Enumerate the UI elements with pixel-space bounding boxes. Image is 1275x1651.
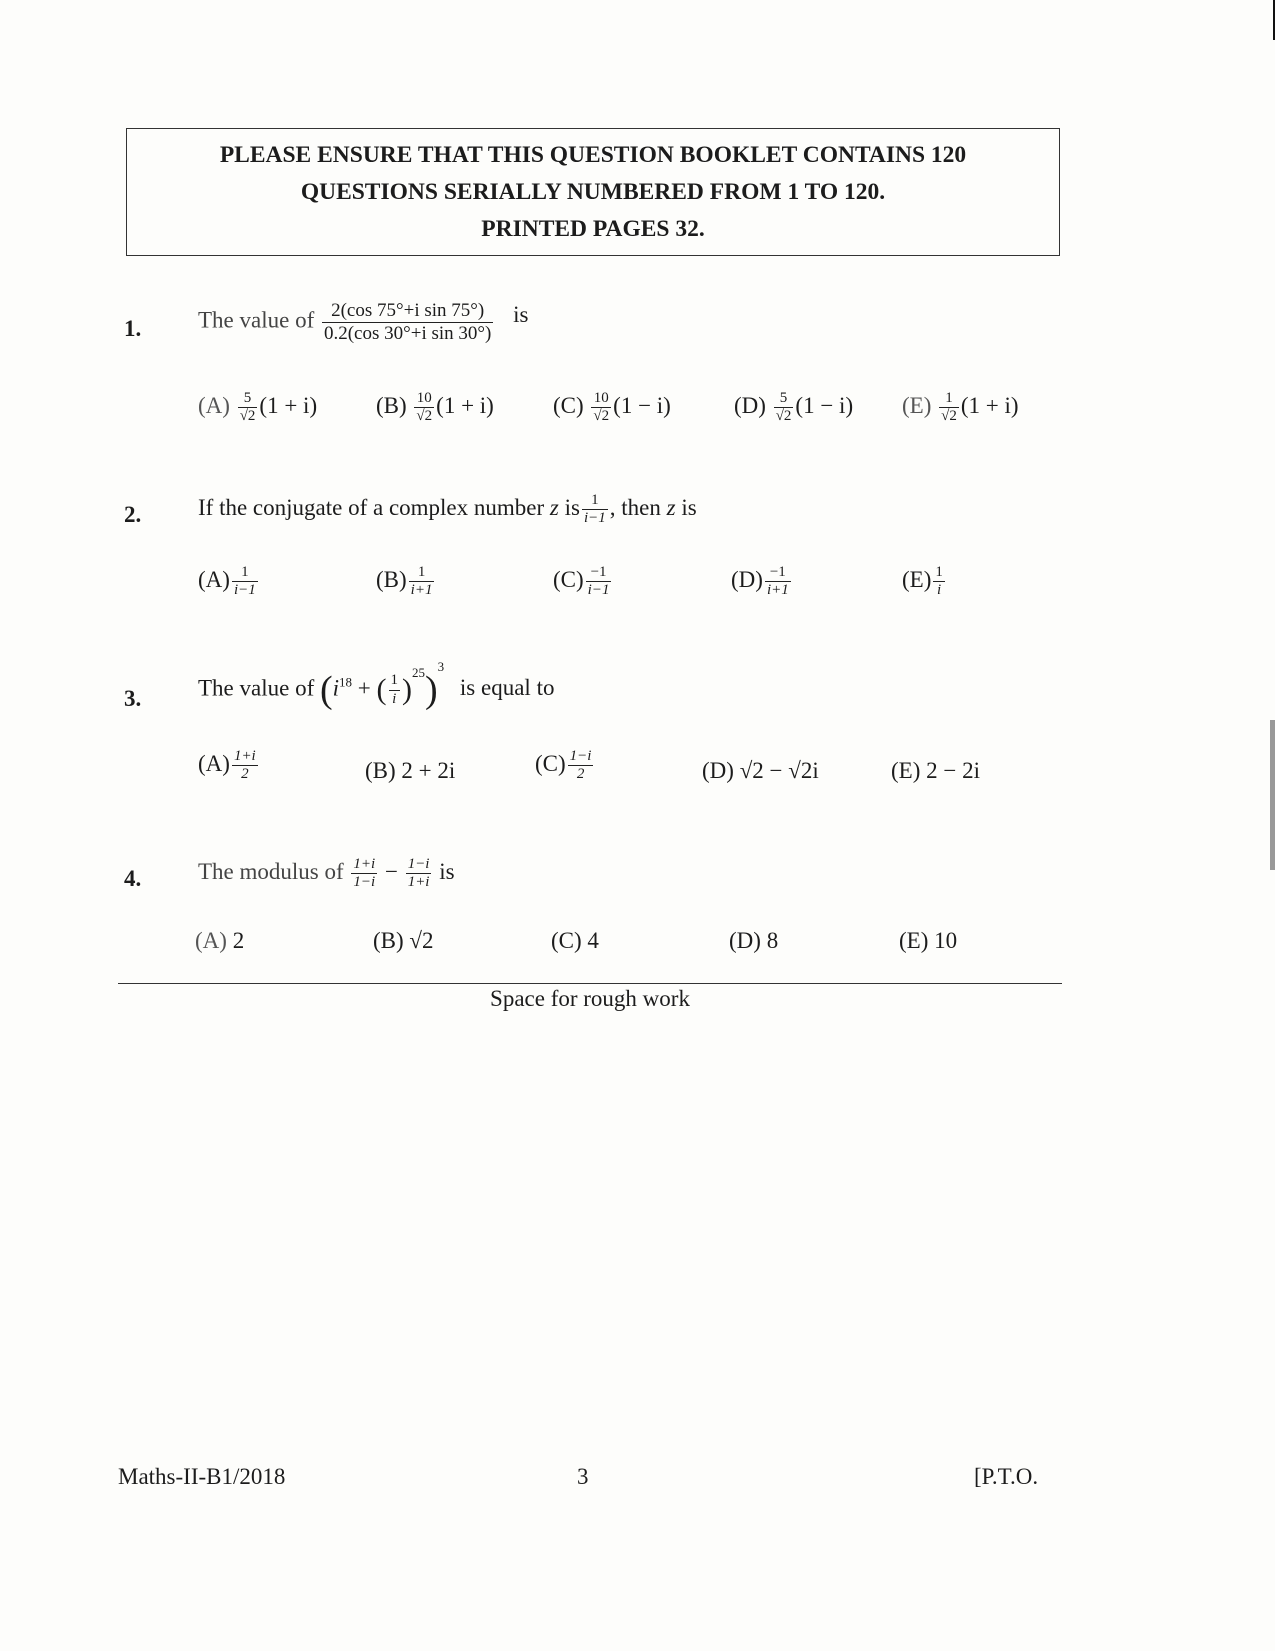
option-numerator: 5 (238, 390, 258, 408)
question-suffix: , then (609, 495, 661, 521)
plus-sign: + (357, 675, 371, 701)
option-label: (A) (198, 751, 230, 777)
notice-line-3: PRINTED PAGES 32. (481, 216, 705, 242)
question-suffix: is (513, 301, 529, 327)
rough-work-label: Space for rough work (490, 986, 690, 1011)
option-text: √2 (409, 928, 434, 953)
option-text: 10 (934, 928, 958, 953)
option-denominator: i−1 (587, 582, 610, 599)
option-fraction (238, 390, 258, 426)
option-numerator: −1 (586, 564, 612, 582)
question-mid: is (564, 495, 580, 521)
option-label: (E) (902, 567, 932, 593)
option-numerator: 1 (939, 390, 959, 408)
option-label: (C) (535, 751, 566, 777)
option-text: 2 − 2i (926, 758, 980, 783)
option-tail: (1 + i) (436, 393, 494, 419)
option-denominator: √2 (775, 408, 792, 425)
minus-sign: − (384, 859, 398, 885)
option-e[interactable] (902, 564, 947, 600)
question-prefix: The value of (198, 307, 315, 333)
question-text (198, 300, 528, 345)
question-suffix: is (439, 859, 455, 885)
fraction-denominator: 1−i (353, 874, 376, 891)
footer-code: Maths-II-B1/2018 (118, 1464, 286, 1489)
option-text: √2 − √2i (739, 758, 819, 783)
option-e[interactable] (891, 758, 980, 784)
inner-paren-close: ) (402, 673, 413, 706)
paren-close: ) (425, 669, 438, 711)
option-label: (D) (729, 928, 761, 953)
fraction (582, 492, 608, 528)
question-number: 4. (124, 866, 142, 891)
question-prefix: The modulus of (198, 859, 344, 885)
pto-label: [P.T.O. (974, 1464, 1039, 1489)
option-numerator: −1 (765, 564, 791, 582)
fraction-numerator: 1+i (351, 856, 377, 874)
fraction-numerator: 1−i (406, 856, 432, 874)
option-numerator: 1 (409, 564, 435, 582)
option-label: (A) (195, 928, 227, 953)
option-label: (B) (365, 758, 396, 783)
inner-paren-open: ( (376, 673, 387, 706)
option-label: (A) (198, 393, 230, 419)
option-numerator: 10 (591, 390, 611, 408)
option-label: (C) (553, 393, 584, 419)
option-e[interactable] (902, 390, 1019, 426)
question-suffix: is equal to (459, 675, 555, 701)
option-denominator: √2 (239, 408, 256, 425)
base-exponent: 18 (339, 674, 353, 690)
notice-box (126, 128, 1060, 256)
option-d[interactable] (734, 390, 853, 426)
fraction-denominator: i−1 (583, 510, 606, 527)
option-numerator: 1 (232, 564, 258, 582)
option-e[interactable] (899, 928, 957, 954)
option-tail: (1 − i) (795, 393, 854, 419)
option-tail: (1 + i) (259, 393, 318, 419)
inner-fraction (389, 672, 401, 708)
question-number: 3. (124, 686, 142, 711)
option-d[interactable] (702, 758, 819, 784)
fraction-2 (406, 856, 432, 892)
option-fraction (774, 390, 794, 426)
option-label: (E) (891, 758, 921, 783)
option-denominator: i−1 (233, 582, 256, 599)
fraction-denominator: i (392, 690, 397, 707)
option-fraction (232, 748, 258, 784)
option-label: (D) (731, 567, 763, 593)
option-tail: (1 − i) (613, 393, 671, 419)
option-a[interactable] (198, 564, 260, 600)
paren-open: ( (319, 669, 333, 711)
option-denominator: i+1 (410, 582, 433, 599)
option-a[interactable] (198, 390, 317, 426)
option-fraction (939, 390, 959, 426)
option-b[interactable] (376, 564, 436, 600)
option-numerator: 5 (774, 390, 794, 408)
option-label: (D) (734, 393, 766, 419)
option-c[interactable] (553, 390, 671, 426)
fraction (322, 300, 493, 345)
notice-line-2: QUESTIONS SERIALLY NUMBERED FROM 1 TO 120. (300, 179, 886, 205)
option-a[interactable] (198, 748, 260, 784)
option-c[interactable] (535, 748, 595, 784)
question-suffix-end: is (681, 495, 697, 521)
notice-line-1: PLEASE ENSURE THAT THIS QUESTION BOOKLET CONTAINS 120 (219, 142, 967, 168)
fraction-denominator: 1+i (407, 874, 430, 891)
option-denominator: √2 (941, 408, 957, 425)
option-fraction (568, 748, 594, 784)
option-c[interactable] (553, 564, 613, 600)
option-numerator: 10 (414, 390, 434, 408)
option-text: 8 (766, 928, 779, 953)
question-text (198, 492, 697, 528)
fraction-numerator: 1 (389, 672, 401, 690)
question-number: 2. (124, 502, 142, 527)
option-a[interactable] (195, 928, 244, 954)
option-c[interactable] (551, 928, 599, 954)
question-text (198, 658, 555, 712)
option-numerator: 1+i (232, 748, 258, 766)
variable-z: z (549, 495, 559, 521)
page-number: 3 (577, 1464, 589, 1489)
option-label: (B) (376, 393, 407, 419)
option-fraction (232, 564, 258, 600)
option-label: (C) (551, 928, 582, 953)
option-label: (D) (702, 758, 734, 783)
option-d[interactable] (729, 928, 778, 954)
fraction-1 (351, 856, 377, 892)
option-label: (C) (553, 567, 584, 593)
question-number: 1. (124, 316, 142, 341)
option-b[interactable] (376, 390, 494, 426)
option-d[interactable] (731, 564, 793, 600)
fraction-numerator: 2(cos 75°+i sin 75°) (322, 300, 493, 323)
option-denominator: √2 (416, 408, 433, 425)
option-denominator: i (937, 582, 942, 599)
question-prefix: If the conjugate of a complex number (198, 495, 545, 521)
option-fraction (933, 564, 945, 600)
option-label: (B) (373, 928, 404, 953)
option-numerator: 1−i (568, 748, 594, 766)
outer-exponent: 3 (437, 658, 445, 674)
option-fraction (414, 390, 434, 426)
option-text: 2 + 2i (401, 758, 456, 783)
option-label: (E) (899, 928, 929, 953)
question-prefix: The value of (198, 675, 315, 701)
option-fraction (765, 564, 791, 600)
option-denominator: √2 (593, 408, 610, 425)
option-denominator: i+1 (766, 582, 789, 599)
fraction-denominator: 0.2(cos 30°+i sin 30°) (323, 322, 492, 344)
option-denominator: 2 (576, 766, 585, 783)
option-label: (E) (902, 393, 932, 419)
option-fraction (586, 564, 612, 600)
option-b[interactable] (365, 758, 455, 784)
option-text: 2 (232, 928, 245, 953)
option-denominator: 2 (241, 766, 249, 783)
variable-z: z (666, 495, 676, 521)
option-tail: (1 + i) (960, 393, 1019, 419)
option-b[interactable] (373, 928, 434, 954)
option-label: (A) (198, 567, 230, 593)
option-text: 4 (587, 928, 599, 953)
option-fraction (409, 564, 435, 600)
question-text (198, 856, 455, 892)
fraction-numerator: 1 (582, 492, 608, 510)
divider-line (118, 983, 1062, 984)
option-fraction (591, 390, 611, 426)
option-numerator: 1 (933, 564, 945, 582)
option-label: (B) (376, 567, 407, 593)
edge-mark-middle (1270, 720, 1275, 870)
inner-exponent: 25 (412, 664, 426, 680)
base-i: i (332, 675, 340, 701)
